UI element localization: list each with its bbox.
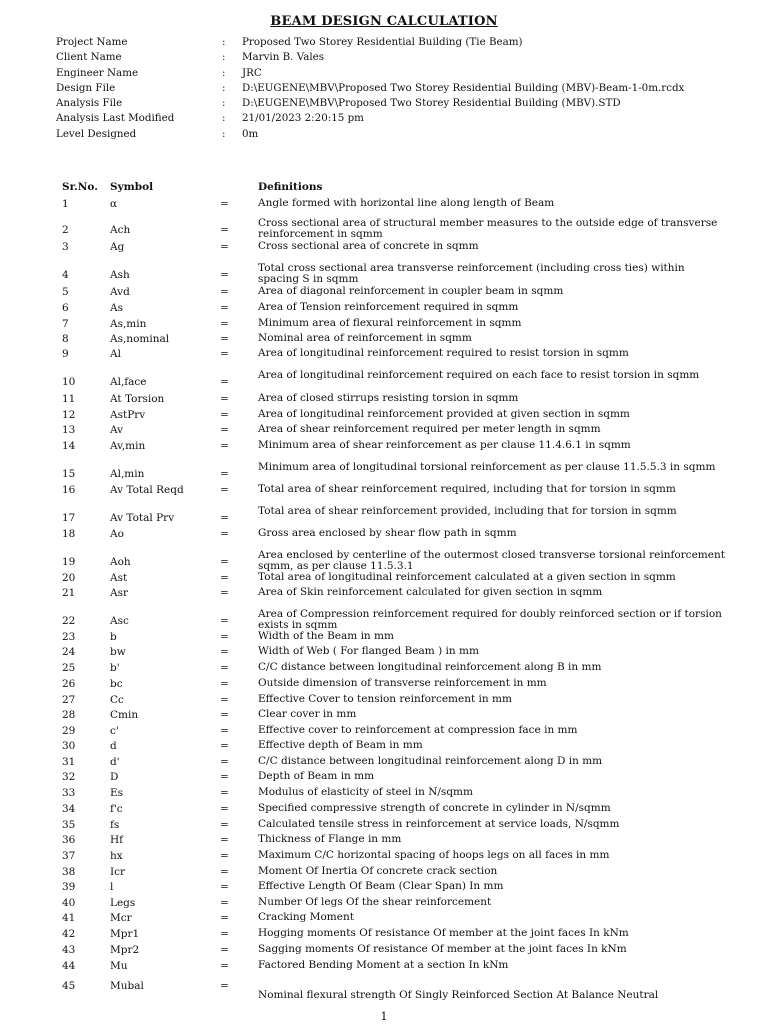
row-symbol: Hf <box>110 834 124 846</box>
row-number: 1 <box>62 198 69 210</box>
row-symbol: c' <box>110 725 119 737</box>
row-number: 4 <box>62 269 69 281</box>
row-definition: Maximum C/C horizontal spacing of hoops legs on all faces in mm <box>258 849 610 861</box>
row-equals: = <box>220 286 229 298</box>
row-equals: = <box>220 646 229 658</box>
row-symbol: Av <box>110 424 124 436</box>
row-number: 2 <box>62 224 69 236</box>
row-number: 27 <box>62 694 76 706</box>
info-colon: : <box>222 127 226 140</box>
row-equals: = <box>220 803 229 815</box>
row-symbol: Al <box>110 348 121 360</box>
row-number: 22 <box>62 615 76 627</box>
row-number: 32 <box>62 771 76 783</box>
row-definition: Total area of shear reinforcement required, including that for torsion in sqmm <box>258 483 676 495</box>
row-definition: Area of longitudinal reinforcement provided at given section in sqmm <box>258 408 630 420</box>
row-symbol: Al,min <box>110 468 145 480</box>
row-equals: = <box>220 587 229 599</box>
row-equals: = <box>220 440 229 452</box>
header-symbol: Symbol <box>110 181 154 193</box>
row-number: 34 <box>62 803 76 815</box>
row-number: 42 <box>62 928 76 940</box>
row-definition: Hogging moments Of resistance Of member at the joint faces In kNm <box>258 927 629 939</box>
info-label: Engineer Name <box>56 66 139 79</box>
row-symbol: Mpr2 <box>110 944 140 956</box>
info-row <box>56 96 746 111</box>
row-number: 17 <box>62 512 76 524</box>
row-number: 23 <box>62 631 76 643</box>
info-value: Proposed Two Storey Residential Building (Tie Beam) <box>242 36 523 48</box>
row-symbol: α <box>110 198 118 210</box>
row-number: 36 <box>62 834 76 846</box>
row-number: 10 <box>62 376 76 388</box>
row-number: 37 <box>62 850 76 862</box>
row-symbol: fs <box>110 819 120 831</box>
row-definition: Cracking Moment <box>258 911 354 923</box>
info-value: D:\EUGENE\MBV\Proposed Two Storey Residential Building (MBV).STD <box>242 97 621 110</box>
row-definition: Area of Skin reinforcement calculated for given section in sqmm <box>258 586 603 598</box>
row-number: 35 <box>62 819 76 831</box>
row-definition: Total cross sectional area transverse reinforcement (including cross ties) within spacing S in sqmm <box>258 262 685 285</box>
row-symbol: Al,face <box>110 376 147 388</box>
row-equals: = <box>220 709 229 721</box>
row-definition: Effective Length Of Beam (Clear Span) In mm <box>258 880 504 892</box>
info-colon: : <box>222 66 226 79</box>
row-symbol: Mpr1 <box>110 928 140 940</box>
row-definition: Area of longitudinal reinforcement required on each face to resist torsion in sqmm <box>258 369 700 381</box>
row-equals: = <box>220 269 229 281</box>
row-symbol: f'c <box>110 803 123 815</box>
project-info <box>56 35 746 142</box>
row-definition: Width of the Beam in mm <box>258 630 394 642</box>
row-definition: Total area of shear reinforcement provided, including that for torsion in sqmm <box>258 505 677 517</box>
row-definition: Effective depth of Beam in mm <box>258 739 423 751</box>
info-row <box>56 111 746 126</box>
info-row <box>56 50 746 65</box>
row-symbol: D <box>110 771 119 783</box>
info-label: Analysis File <box>56 97 123 110</box>
row-equals: = <box>220 572 229 584</box>
row-definition: Nominal area of reinforcement in sqmm <box>258 332 472 344</box>
row-equals: = <box>220 771 229 783</box>
row-number: 15 <box>62 468 76 480</box>
info-colon: : <box>222 97 226 110</box>
row-symbol: bc <box>110 678 123 690</box>
row-number: 12 <box>62 409 76 421</box>
row-definition: Calculated tensile stress in reinforcement at service loads, N/sqmm <box>258 818 620 830</box>
row-symbol: Cmin <box>110 709 139 721</box>
row-symbol: Ast <box>110 572 128 584</box>
row-symbol: Icr <box>110 866 126 878</box>
row-symbol: Av,min <box>110 440 146 452</box>
row-equals: = <box>220 198 229 210</box>
row-symbol: Avd <box>110 286 130 298</box>
header-definitions: Definitions <box>258 181 323 193</box>
row-symbol: Aoh <box>110 556 131 568</box>
row-symbol: Cc <box>110 694 124 706</box>
row-equals: = <box>220 881 229 893</box>
row-symbol: As <box>110 302 123 314</box>
row-symbol: b' <box>110 662 120 674</box>
row-definition: Outside dimension of transverse reinforcement in mm <box>258 677 547 689</box>
row-equals: = <box>220 819 229 831</box>
row-equals: = <box>220 376 229 388</box>
row-symbol: Mu <box>110 960 128 972</box>
info-colon: : <box>222 36 226 48</box>
row-equals: = <box>220 740 229 752</box>
info-row <box>56 127 746 142</box>
row-definition: Minimum area of flexural reinforcement in sqmm <box>258 317 522 329</box>
row-equals: = <box>220 850 229 862</box>
row-number: 44 <box>62 960 76 972</box>
row-definition: Factored Bending Moment at a section In kNm <box>258 959 509 971</box>
info-label: Project Name <box>56 36 128 48</box>
row-equals: = <box>220 944 229 956</box>
row-number: 3 <box>62 241 69 253</box>
row-definition: Effective cover to reinforcement at compression face in mm <box>258 724 578 736</box>
row-number: 13 <box>62 424 76 436</box>
row-number: 14 <box>62 440 76 452</box>
row-number: 9 <box>62 348 69 360</box>
row-definition: Area of Compression reinforcement required for doubly reinforced section or if torsion exists in sqmm <box>258 608 722 631</box>
row-symbol: Av Total Reqd <box>110 484 184 496</box>
row-equals: = <box>220 333 229 345</box>
row-number: 24 <box>62 646 76 658</box>
row-equals: = <box>220 631 229 643</box>
info-value: 0m <box>242 127 259 140</box>
row-symbol: bw <box>110 646 126 658</box>
row-equals: = <box>220 615 229 627</box>
info-value: JRC <box>242 66 262 79</box>
row-symbol: Asr <box>110 587 128 599</box>
row-number: 11 <box>62 393 76 405</box>
row-definition: Gross area enclosed by shear flow path in sqmm <box>258 527 517 539</box>
row-symbol: d' <box>110 756 120 768</box>
row-symbol: Mubal <box>110 980 144 992</box>
row-symbol: b <box>110 631 117 643</box>
row-number: 16 <box>62 484 76 496</box>
row-equals: = <box>220 528 229 540</box>
row-equals: = <box>220 318 229 330</box>
row-symbol: Ash <box>110 269 130 281</box>
row-symbol: l <box>110 881 114 893</box>
row-symbol: Es <box>110 787 124 799</box>
info-value: D:\EUGENE\MBV\Proposed Two Storey Residential Building (MBV)-Beam-1-0m.rcdx <box>242 81 685 94</box>
row-equals: = <box>220 484 229 496</box>
row-definition: Specified compressive strength of concrete in cylinder in N/sqmm <box>258 802 611 814</box>
row-equals: = <box>220 409 229 421</box>
row-symbol: d <box>110 740 117 752</box>
row-symbol: Ao <box>110 528 124 540</box>
row-symbol: AstPrv <box>110 409 146 421</box>
row-definition: Angle formed with horizontal line along length of Beam <box>258 197 555 209</box>
row-number: 26 <box>62 678 76 690</box>
row-equals: = <box>220 224 229 236</box>
row-equals: = <box>220 393 229 405</box>
row-equals: = <box>220 694 229 706</box>
row-definition: Number Of legs Of the shear reinforcement <box>258 896 492 908</box>
info-label: Analysis Last Modified <box>56 112 175 125</box>
header-sr-no: Sr.No. <box>62 181 98 193</box>
info-row <box>56 66 746 81</box>
row-definition: Cross sectional area of concrete in sqmm <box>258 240 479 252</box>
info-value: Marvin B. Vales <box>242 51 325 64</box>
row-equals: = <box>220 960 229 972</box>
row-equals: = <box>220 678 229 690</box>
row-definition: Area of Tension reinforcement required in sqmm <box>258 301 519 313</box>
row-number: 41 <box>62 912 76 924</box>
page-number: 1 <box>380 1010 388 1023</box>
row-definition: Effective Cover to tension reinforcement in mm <box>258 693 512 705</box>
row-number: 43 <box>62 944 76 956</box>
row-number: 30 <box>62 740 76 752</box>
info-row <box>56 81 746 96</box>
row-equals: = <box>220 834 229 846</box>
row-symbol: Av Total Prv <box>110 512 175 524</box>
row-definition: Area of longitudinal reinforcement required to resist torsion in sqmm <box>258 347 629 359</box>
row-symbol: Ach <box>110 224 131 236</box>
row-number: 18 <box>62 528 76 540</box>
info-colon: : <box>222 81 226 94</box>
row-symbol: At Torsion <box>110 393 165 405</box>
info-colon: : <box>222 51 226 64</box>
row-definition: Area enclosed by centerline of the outermost closed transverse torsional reinforcement sqmm, as per clause 11.5.3.1 <box>258 549 725 572</box>
row-symbol: As,min <box>110 318 147 330</box>
row-number: 7 <box>62 318 69 330</box>
row-equals: = <box>220 787 229 799</box>
row-number: 28 <box>62 709 76 721</box>
row-definition: Minimum area of longitudinal torsional reinforcement as per clause 11.5.5.3 in sqmm <box>258 461 716 473</box>
row-equals: = <box>220 512 229 524</box>
row-number: 39 <box>62 881 76 893</box>
row-number: 45 <box>62 980 76 992</box>
row-equals: = <box>220 912 229 924</box>
row-equals: = <box>220 897 229 909</box>
row-definition: Nominal flexural strength Of Singly Reinforced Section At Balance Neutral <box>258 989 659 1001</box>
row-equals: = <box>220 348 229 360</box>
row-definition: Thickness of Flange in mm <box>258 833 402 845</box>
row-equals: = <box>220 980 229 992</box>
row-symbol: Legs <box>110 897 136 909</box>
row-number: 33 <box>62 787 76 799</box>
row-definition: Area of closed stirrups resisting torsion in sqmm <box>258 392 519 404</box>
row-definition: Minimum area of shear reinforcement as per clause 11.4.6.1 in sqmm <box>258 439 631 451</box>
row-number: 19 <box>62 556 76 568</box>
row-number: 21 <box>62 587 76 599</box>
info-colon: : <box>222 112 226 125</box>
row-equals: = <box>220 662 229 674</box>
row-equals: = <box>220 556 229 568</box>
row-symbol: Ag <box>110 241 125 253</box>
row-definition: Sagging moments Of resistance Of member at the joint faces In kNm <box>258 943 627 955</box>
row-number: 8 <box>62 333 69 345</box>
info-label: Level Designed <box>56 127 137 140</box>
row-definition: Clear cover in mm <box>258 708 357 720</box>
row-definition: Width of Web ( For flanged Beam ) in mm <box>258 645 479 657</box>
row-number: 5 <box>62 286 69 298</box>
row-definition: Total area of longitudinal reinforcement calculated at a given section in sqmm <box>258 571 676 583</box>
row-number: 38 <box>62 866 76 878</box>
row-equals: = <box>220 866 229 878</box>
row-number: 31 <box>62 756 76 768</box>
info-label: Design File <box>56 81 116 94</box>
row-symbol: As,nominal <box>110 333 170 345</box>
row-definition: C/C distance between longitudinal reinforcement along B in mm <box>258 661 602 673</box>
row-symbol: hx <box>110 850 123 862</box>
row-number: 40 <box>62 897 76 909</box>
row-equals: = <box>220 468 229 480</box>
info-label: Client Name <box>56 51 122 64</box>
row-equals: = <box>220 725 229 737</box>
info-value: 21/01/2023 2:20:15 pm <box>242 112 364 125</box>
row-equals: = <box>220 756 229 768</box>
row-number: 25 <box>62 662 76 674</box>
row-symbol: Asc <box>110 615 129 627</box>
row-definition: Modulus of elasticity of steel in N/sqmm <box>258 786 473 798</box>
row-definition: Depth of Beam in mm <box>258 770 375 782</box>
row-definition: Area of shear reinforcement required per meter length in sqmm <box>258 423 601 435</box>
page-title: BEAM DESIGN CALCULATION <box>270 14 498 29</box>
row-equals: = <box>220 424 229 436</box>
row-number: 6 <box>62 302 69 314</box>
row-definition: C/C distance between longitudinal reinforcement along D in mm <box>258 755 603 767</box>
info-row <box>56 35 746 50</box>
row-definition: Moment Of Inertia Of concrete crack section <box>258 865 498 877</box>
row-number: 20 <box>62 572 76 584</box>
row-equals: = <box>220 241 229 253</box>
row-equals: = <box>220 928 229 940</box>
row-symbol: Mcr <box>110 912 132 924</box>
row-definition: Area of diagonal reinforcement in coupler beam in sqmm <box>258 285 564 297</box>
row-equals: = <box>220 302 229 314</box>
row-definition: Cross sectional area of structural member measures to the outside edge of transverse reinforcement in sqmm <box>258 217 718 240</box>
row-number: 29 <box>62 725 76 737</box>
